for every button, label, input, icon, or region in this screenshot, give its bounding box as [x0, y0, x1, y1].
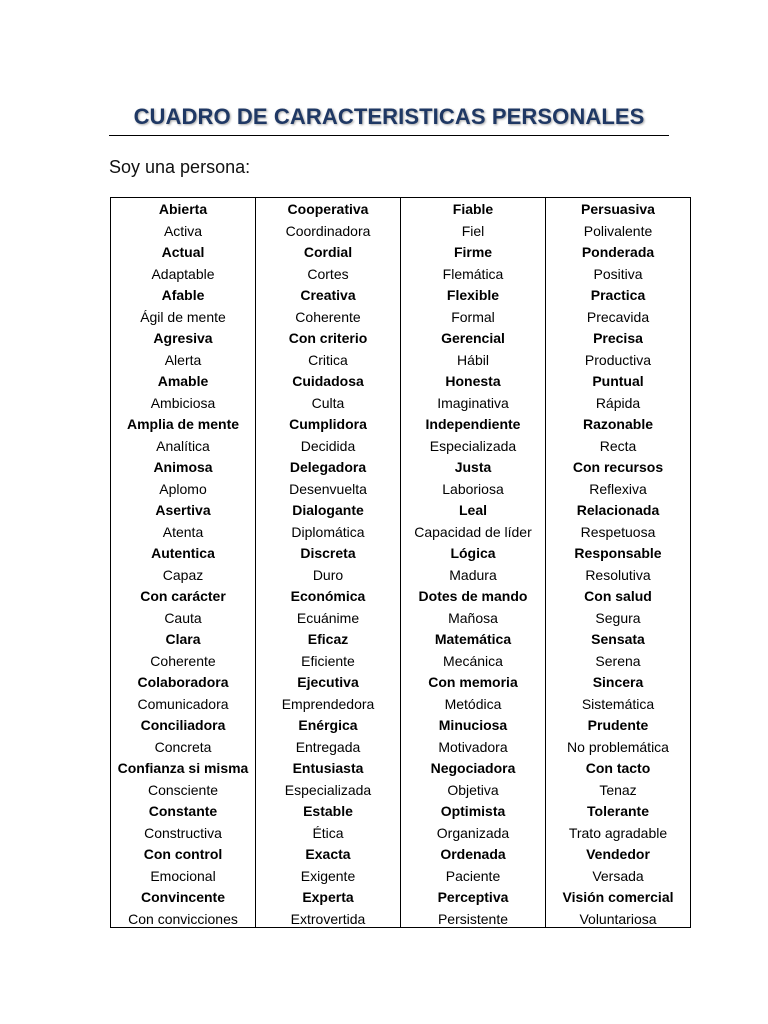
- trait-cell: Alerta: [164, 351, 202, 368]
- trait-cell: Flexible: [446, 287, 500, 303]
- trait-cell: Minuciosa: [438, 717, 508, 733]
- trait-cell: Ambiciosa: [150, 394, 216, 411]
- trait-cell: Desenvuelta: [289, 480, 367, 497]
- trait-cell: Dotes de mando: [418, 588, 528, 604]
- trait-cell: Actual: [161, 244, 205, 260]
- trait-cell: Practica: [590, 287, 646, 303]
- trait-cell: Precavida: [586, 308, 650, 325]
- trait-cell: Madura: [449, 566, 497, 583]
- trait-cell: Formal: [451, 308, 495, 325]
- trait-cell: Eficiente: [301, 652, 355, 669]
- trait-cell: Ética: [312, 824, 344, 841]
- trait-cell: Afable: [161, 287, 205, 303]
- trait-cell: Activa: [163, 222, 203, 239]
- trait-cell: Resolutiva: [585, 566, 651, 583]
- trait-cell: Sincera: [592, 674, 644, 690]
- trait-cell: Serena: [595, 652, 641, 669]
- trait-cell: Optimista: [440, 803, 506, 819]
- trait-cell: Organizada: [436, 824, 510, 841]
- trait-cell: Discreta: [300, 545, 356, 561]
- trait-cell: Visión comercial: [562, 889, 674, 905]
- trait-cell: Metódica: [444, 695, 502, 712]
- trait-cell: Especializada: [284, 781, 372, 798]
- trait-cell: Cumplidora: [289, 416, 367, 432]
- trait-cell: Prudente: [587, 717, 649, 733]
- trait-cell: Motivadora: [438, 738, 508, 755]
- trait-cell: Gerencial: [441, 330, 505, 346]
- trait-cell: Clara: [165, 631, 201, 647]
- trait-cell: Responsable: [574, 545, 662, 561]
- trait-cell: Reflexiva: [589, 480, 647, 497]
- trait-cell: Delegadora: [289, 459, 367, 475]
- trait-cell: Matemática: [434, 631, 512, 647]
- trait-cell: Productiva: [584, 351, 652, 368]
- trait-cell: Dialogante: [292, 502, 364, 518]
- trait-cell: Honesta: [445, 373, 501, 389]
- trait-cell: Lógica: [450, 545, 496, 561]
- trait-cell: Con salud: [584, 588, 652, 604]
- trait-cell: Independiente: [425, 416, 521, 432]
- traits-table: [110, 197, 691, 928]
- trait-cell: Cooperativa: [287, 201, 369, 217]
- trait-cell: Sistemática: [581, 695, 655, 712]
- trait-column-1: [111, 198, 255, 927]
- trait-cell: Confianza si misma: [117, 760, 249, 776]
- trait-cell: Exacta: [305, 846, 351, 862]
- trait-cell: Asertiva: [155, 502, 211, 518]
- trait-cell: Respetuosa: [580, 523, 656, 540]
- trait-cell: Diplomática: [291, 523, 365, 540]
- trait-cell: Abierta: [158, 201, 208, 217]
- trait-cell: Trato agradable: [568, 824, 668, 841]
- trait-cell: Aplomo: [159, 480, 207, 497]
- intro-text: Soy una persona:: [109, 157, 251, 177]
- trait-cell: Segura: [595, 609, 641, 626]
- trait-cell: Coherente: [150, 652, 216, 669]
- trait-cell: Rápida: [595, 394, 641, 411]
- trait-cell: Persuasiva: [581, 201, 655, 217]
- trait-cell: Fiel: [461, 222, 485, 239]
- trait-cell: Ágil de mente: [140, 308, 226, 325]
- trait-cell: Con control: [143, 846, 223, 862]
- trait-cell: Puntual: [592, 373, 644, 389]
- trait-cell: Persistente: [437, 910, 509, 927]
- trait-cell: Sensata: [591, 631, 645, 647]
- trait-cell: Voluntariosa: [579, 910, 657, 927]
- trait-cell: Leal: [458, 502, 487, 518]
- trait-cell: Ejecutiva: [297, 674, 359, 690]
- trait-cell: Constructiva: [144, 824, 222, 841]
- trait-cell: Cauta: [164, 609, 202, 626]
- trait-cell: Comunicadora: [137, 695, 229, 712]
- trait-cell: Vendedor: [586, 846, 650, 862]
- trait-cell: Cordial: [303, 244, 353, 260]
- trait-cell: Tolerante: [587, 803, 649, 819]
- trait-cell: Duro: [312, 566, 344, 583]
- trait-cell: No problemática: [567, 738, 669, 755]
- trait-cell: Perceptiva: [437, 889, 509, 905]
- trait-cell: Culta: [311, 394, 345, 411]
- trait-cell: Especializada: [429, 437, 517, 454]
- trait-cell: Critica: [308, 351, 348, 368]
- trait-cell: Ordenada: [440, 846, 506, 862]
- trait-cell: Convincente: [140, 889, 225, 905]
- trait-cell: Eficaz: [307, 631, 349, 647]
- trait-cell: Entregada: [295, 738, 361, 755]
- trait-cell: Con tacto: [585, 760, 651, 776]
- trait-cell: Recta: [599, 437, 637, 454]
- trait-cell: Emocional: [150, 867, 216, 884]
- trait-cell: Flemática: [442, 265, 504, 282]
- trait-cell: Consciente: [147, 781, 219, 798]
- trait-cell: Estable: [303, 803, 353, 819]
- trait-cell: Hábil: [457, 351, 489, 368]
- trait-cell: Amable: [157, 373, 209, 389]
- trait-cell: Capaz: [162, 566, 204, 583]
- trait-cell: Concreta: [154, 738, 212, 755]
- trait-cell: Ponderada: [581, 244, 655, 260]
- trait-cell: Decidida: [300, 437, 356, 454]
- trait-cell: Precisa: [593, 330, 643, 346]
- title-underline: [109, 135, 669, 136]
- trait-cell: Conciliadora: [140, 717, 226, 733]
- trait-cell: Experta: [302, 889, 354, 905]
- trait-cell: Con criterio: [288, 330, 368, 346]
- trait-cell: Relacionada: [576, 502, 660, 518]
- trait-cell: Constante: [148, 803, 218, 819]
- trait-cell: Mañosa: [448, 609, 498, 626]
- trait-cell: Versada: [592, 867, 644, 884]
- trait-cell: Emprendedora: [281, 695, 375, 712]
- trait-cell: Agresiva: [153, 330, 213, 346]
- trait-cell: Coherente: [295, 308, 361, 325]
- trait-cell: Colaboradora: [137, 674, 229, 690]
- trait-cell: Exigente: [300, 867, 356, 884]
- trait-cell: Animosa: [153, 459, 213, 475]
- trait-cell: Con convicciones: [128, 910, 238, 927]
- trait-cell: Imaginativa: [437, 394, 509, 411]
- trait-cell: Ecuánime: [296, 609, 360, 626]
- trait-cell: Cuidadosa: [292, 373, 364, 389]
- trait-cell: Objetiva: [447, 781, 499, 798]
- trait-cell: Polivalente: [583, 222, 653, 239]
- trait-cell: Justa: [454, 459, 492, 475]
- trait-cell: Amplia de mente: [126, 416, 240, 432]
- trait-cell: Positiva: [593, 265, 643, 282]
- trait-cell: Tenaz: [599, 781, 637, 798]
- trait-cell: Mecánica: [443, 652, 503, 669]
- trait-cell: Negociadora: [430, 760, 516, 776]
- trait-cell: Cortes: [307, 265, 349, 282]
- trait-column-2: [255, 198, 400, 927]
- trait-cell: Con recursos: [572, 459, 664, 475]
- trait-cell: Creativa: [300, 287, 356, 303]
- trait-cell: Laboriosa: [442, 480, 504, 497]
- trait-cell: Atenta: [162, 523, 204, 540]
- trait-cell: Fiable: [452, 201, 494, 217]
- trait-cell: Adaptable: [151, 265, 215, 282]
- trait-cell: Capacidad de líder: [414, 523, 532, 540]
- trait-column-3: [400, 198, 545, 927]
- trait-cell: Extrovertida: [290, 910, 366, 927]
- trait-column-4: [545, 198, 690, 927]
- trait-cell: Coordinadora: [285, 222, 371, 239]
- trait-cell: Razonable: [582, 416, 653, 432]
- trait-cell: Firme: [453, 244, 493, 260]
- trait-cell: Enérgica: [298, 717, 358, 733]
- trait-cell: Analítica: [156, 437, 210, 454]
- trait-cell: Paciente: [445, 867, 501, 884]
- trait-cell: Con carácter: [140, 588, 226, 604]
- page-title: CUADRO DE CARACTERISTICAS PERSONALES: [133, 104, 645, 129]
- trait-cell: Entusiasta: [292, 760, 364, 776]
- trait-cell: Económica: [290, 588, 366, 604]
- trait-cell: Autentica: [151, 545, 215, 561]
- trait-cell: Con memoria: [428, 674, 518, 690]
